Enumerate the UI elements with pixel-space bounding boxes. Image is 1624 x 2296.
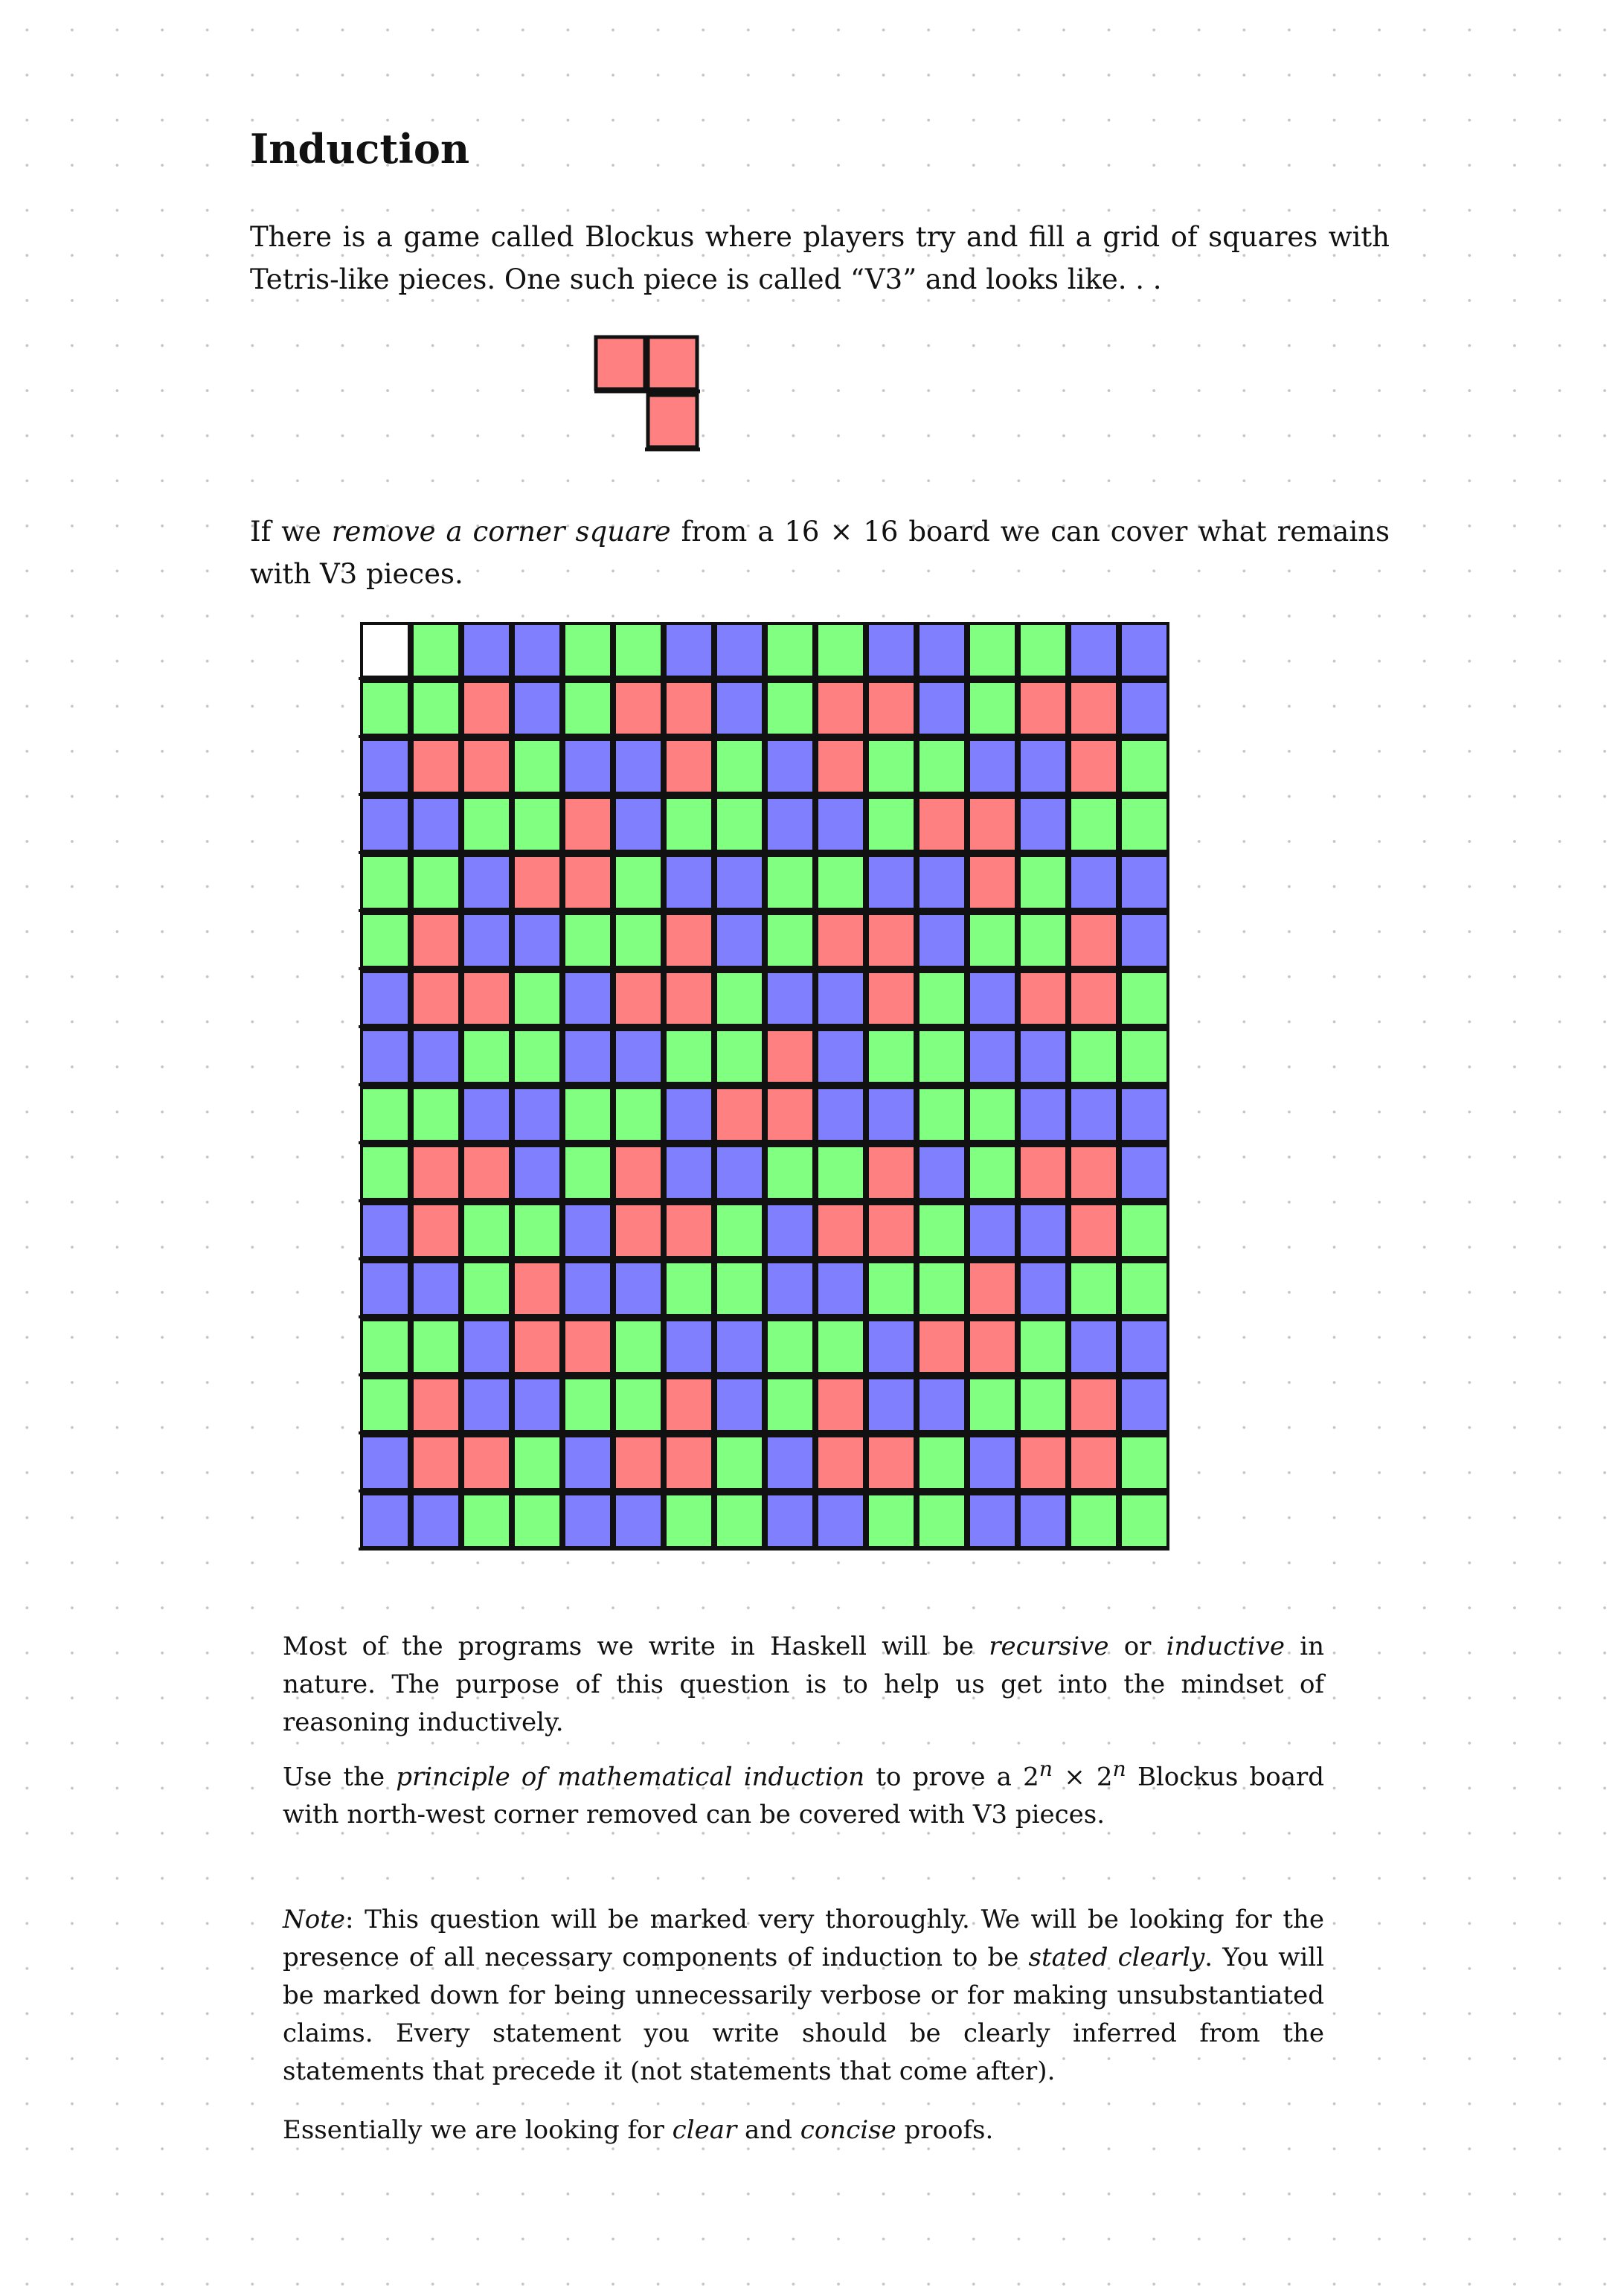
board-cell-red — [817, 740, 864, 793]
board-cell-red — [665, 914, 713, 967]
board-cell-blue — [969, 972, 1016, 1025]
board-cell-green — [1019, 1320, 1067, 1373]
board-cell-green — [463, 1030, 510, 1083]
board-cell-blue — [716, 1146, 763, 1199]
board-text-part1: If we — [250, 516, 332, 548]
board-cell-green — [362, 914, 409, 967]
board-cell-green — [362, 1320, 409, 1373]
board-cell-red — [412, 1378, 460, 1431]
board-cell-blue — [969, 1030, 1016, 1083]
board-cell-green — [564, 914, 612, 967]
task-part2: to prove a 2 — [864, 1762, 1039, 1792]
board-cell-red — [412, 972, 460, 1025]
board-cell-blue — [614, 1030, 662, 1083]
piece-cell-red — [648, 395, 697, 447]
board-cell-blue — [817, 798, 864, 851]
board-cell-red — [513, 1320, 561, 1373]
board-cell-green — [867, 798, 915, 851]
board-cell-green — [463, 1204, 510, 1257]
board-cell-green — [564, 1378, 612, 1431]
board-cell-blue — [716, 1320, 763, 1373]
board-cell-green — [766, 623, 814, 677]
board-cell-red — [1070, 1436, 1117, 1489]
board-cell-green — [817, 623, 864, 677]
board-cell-blue — [564, 972, 612, 1025]
board-cell-green — [867, 1262, 915, 1315]
board-cell-red — [918, 798, 966, 851]
board-cell-red — [969, 798, 1016, 851]
board-cell-blue — [1070, 856, 1117, 909]
board-cell-green — [1120, 1262, 1168, 1315]
board-cell-blue — [1070, 1088, 1117, 1141]
essential-em-clear: clear — [672, 2115, 737, 2145]
haskell-part1: Most of the programs we write in Haskell will be — [283, 1632, 989, 1661]
board-cell-blue — [1120, 682, 1168, 735]
board-cell-blue — [513, 682, 561, 735]
v3-piece-diagram — [592, 333, 702, 458]
task-em-principle: principle of mathematical induction — [396, 1762, 865, 1792]
board-cell-green — [564, 623, 612, 677]
board-cell-blue — [1120, 1378, 1168, 1431]
board-cell-green — [969, 623, 1016, 677]
board-cell-green — [362, 1088, 409, 1141]
board-cell-blue — [1019, 1262, 1067, 1315]
board-cell-blue — [513, 1088, 561, 1141]
board-cell-blue — [665, 623, 713, 677]
board-cell-blue — [716, 1378, 763, 1431]
board-cell-red — [766, 1088, 814, 1141]
board-cell-green — [867, 1494, 915, 1548]
board-cell-blue — [766, 1262, 814, 1315]
board-cell-green — [766, 1146, 814, 1199]
board-cell-blue — [918, 682, 966, 735]
board-cell-blue — [716, 623, 763, 677]
board-cell-green — [665, 1494, 713, 1548]
board-cell-blue — [1019, 1088, 1067, 1141]
board-cell-blue — [665, 856, 713, 909]
board-cell-red — [614, 682, 662, 735]
board-cell-red — [1070, 1204, 1117, 1257]
board-cell-blue — [513, 914, 561, 967]
board-cell-green — [614, 623, 662, 677]
board-cell-blue — [1070, 1320, 1117, 1373]
blockus-board-diagram — [359, 621, 1169, 1559]
haskell-part2: or — [1108, 1632, 1166, 1661]
board-cell-blue — [614, 740, 662, 793]
board-cell-red — [716, 1088, 763, 1141]
board-cell-green — [918, 1088, 966, 1141]
board-cell-red — [817, 682, 864, 735]
board-cell-blue — [564, 1262, 612, 1315]
board-cell-blue — [513, 1146, 561, 1199]
board-cell-red — [1019, 682, 1067, 735]
board-cell-blue — [867, 1088, 915, 1141]
board-cell-blue — [1019, 740, 1067, 793]
board-cell-green — [412, 1320, 460, 1373]
board-cell-green — [918, 1204, 966, 1257]
task-sup-n2: n — [1112, 1757, 1126, 1781]
board-cell-blue — [564, 1494, 612, 1548]
page-title: Induction — [250, 125, 470, 173]
board-cell-red — [412, 1204, 460, 1257]
board-cell-red — [1019, 1436, 1067, 1489]
piece-cell-red — [596, 337, 645, 389]
board-cell-green — [513, 1494, 561, 1548]
board-text-part2: from a 16 × 16 board we can cover what remains with V3 pieces. — [250, 516, 1390, 590]
board-cell-blue — [513, 623, 561, 677]
board-cell-blue — [716, 682, 763, 735]
board-cell-green — [969, 682, 1016, 735]
board-cell-red — [665, 1378, 713, 1431]
task-sup-n1: n — [1039, 1757, 1053, 1781]
board-cell-red — [665, 1436, 713, 1489]
board-cell-green — [1120, 1030, 1168, 1083]
board-cell-green — [969, 914, 1016, 967]
board-cell-red — [412, 1146, 460, 1199]
board-cell-green — [513, 972, 561, 1025]
board-cell-green — [513, 1030, 561, 1083]
board-cell-green — [665, 1262, 713, 1315]
board-cell-blue — [918, 1146, 966, 1199]
board-cell-blue — [1019, 1030, 1067, 1083]
board-cell-blue — [867, 623, 915, 677]
board-cell-green — [362, 856, 409, 909]
board-cell-red — [463, 1146, 510, 1199]
board-cell-blue — [918, 914, 966, 967]
board-cell-blue — [969, 1494, 1016, 1548]
board-cell-green — [766, 682, 814, 735]
board-cell-green — [614, 1320, 662, 1373]
board-cell-blue — [412, 1262, 460, 1315]
haskell-em-inductive: inductive — [1166, 1632, 1285, 1661]
board-cell-green — [614, 856, 662, 909]
board-cell-blue — [463, 914, 510, 967]
board-cell-blue — [614, 1262, 662, 1315]
essential-part3: proofs. — [896, 2115, 994, 2145]
board-cell-blue — [867, 856, 915, 909]
board-cell-red — [1070, 972, 1117, 1025]
board-cell-red — [564, 798, 612, 851]
board-cell-red — [1070, 740, 1117, 793]
board-cell-green — [564, 1088, 612, 1141]
board-cell-green — [665, 798, 713, 851]
board-cell-blue — [665, 1088, 713, 1141]
board-cell-red — [867, 914, 915, 967]
board-cell-blue — [969, 740, 1016, 793]
board-cell-red — [918, 1320, 966, 1373]
board-cell-blue — [362, 1436, 409, 1489]
board-cell-blue — [766, 1204, 814, 1257]
board-cell-red — [665, 972, 713, 1025]
board-cell-blue — [766, 1494, 814, 1548]
board-cell-green — [412, 1088, 460, 1141]
essential-em-concise: concise — [800, 2115, 896, 2145]
board-cell-green — [1120, 1436, 1168, 1489]
board-cell-green — [614, 1088, 662, 1141]
board-cell-blue — [766, 972, 814, 1025]
board-cell-blue — [362, 1494, 409, 1548]
board-cell-green — [412, 682, 460, 735]
board-cell-green — [918, 1436, 966, 1489]
haskell-part3: in nature. The purpose of this question is to help us get into the mindset of reasoning inductively. — [283, 1632, 1324, 1737]
note-part2: . You will be marked down for being unnecessarily verbose or for making unsubstantiated claims. Every statement you write should be clearly inferred from the statements that precede it (not statements that come after). — [283, 1943, 1324, 2086]
board-cell-green — [766, 1320, 814, 1373]
board-cell-green — [665, 1030, 713, 1083]
task-part4: Blockus board with north-west corner removed can be covered with V3 pieces. — [283, 1762, 1324, 1830]
note-part1: : This question will be marked very thoroughly. We will be looking for the presence of all necessary components of induction to be — [283, 1905, 1324, 1972]
board-cell-red — [1070, 682, 1117, 735]
board-cell-blue — [614, 798, 662, 851]
board-cell-green — [969, 1146, 1016, 1199]
board-cell-blue — [716, 914, 763, 967]
board-cell-red — [867, 972, 915, 1025]
board-cell-green — [766, 1378, 814, 1431]
board-cell-green — [1070, 1494, 1117, 1548]
board-cell-blue — [564, 1436, 612, 1489]
board-cell-green — [1120, 798, 1168, 851]
board-cell-blue — [362, 1262, 409, 1315]
board-cell-blue — [716, 856, 763, 909]
board-cell-blue — [463, 1320, 510, 1373]
board-cell-green — [614, 914, 662, 967]
board-cell-blue — [1019, 798, 1067, 851]
haskell-paragraph — [283, 1628, 1324, 1742]
board-cell-red — [614, 1204, 662, 1257]
note-em-stated-clearly: stated clearly — [1028, 1943, 1205, 1972]
board-cell-blue — [766, 740, 814, 793]
board-cell-green — [1120, 972, 1168, 1025]
board-cell-empty — [362, 623, 409, 677]
board-cell-green — [513, 798, 561, 851]
board-cell-blue — [362, 1030, 409, 1083]
board-cell-red — [564, 1320, 612, 1373]
board-cell-green — [1019, 623, 1067, 677]
board-cell-blue — [362, 972, 409, 1025]
task-part3: × 2 — [1053, 1762, 1113, 1792]
board-cell-blue — [1120, 1146, 1168, 1199]
board-cell-green — [716, 798, 763, 851]
board-cell-blue — [463, 1088, 510, 1141]
board-cell-blue — [766, 1436, 814, 1489]
board-cell-green — [969, 1378, 1016, 1431]
board-cell-red — [614, 972, 662, 1025]
board-cell-green — [1070, 1262, 1117, 1315]
board-cell-red — [463, 972, 510, 1025]
board-cell-green — [918, 1494, 966, 1548]
board-cell-green — [716, 1030, 763, 1083]
board-cell-green — [564, 682, 612, 735]
board-cell-green — [564, 1146, 612, 1199]
board-cell-green — [362, 1146, 409, 1199]
board-cell-green — [1019, 856, 1067, 909]
board-cell-red — [867, 1436, 915, 1489]
essential-paragraph — [283, 2111, 1324, 2149]
board-cell-blue — [564, 740, 612, 793]
board-cell-blue — [1120, 1088, 1168, 1141]
board-cell-green — [614, 1378, 662, 1431]
board-cell-red — [412, 740, 460, 793]
board-cell-green — [716, 1262, 763, 1315]
board-cell-red — [817, 1204, 864, 1257]
board-cell-blue — [564, 1204, 612, 1257]
board-cell-green — [817, 1320, 864, 1373]
board-cell-red — [463, 682, 510, 735]
board-cell-green — [513, 1436, 561, 1489]
board-cell-blue — [665, 1146, 713, 1199]
board-cell-blue — [412, 798, 460, 851]
board-cell-red — [412, 1436, 460, 1489]
board-cell-red — [1070, 1378, 1117, 1431]
board-cell-green — [867, 740, 915, 793]
board-cell-red — [564, 856, 612, 909]
board-cell-blue — [362, 740, 409, 793]
board-cell-blue — [463, 1378, 510, 1431]
board-cell-blue — [918, 856, 966, 909]
board-cell-blue — [1019, 1204, 1067, 1257]
board-cell-green — [766, 856, 814, 909]
board-cell-blue — [1019, 1494, 1067, 1548]
board-cell-blue — [362, 798, 409, 851]
board-cell-blue — [1120, 623, 1168, 677]
board-cell-green — [362, 1378, 409, 1431]
task-paragraph — [283, 1750, 1324, 1834]
board-cell-blue — [817, 1030, 864, 1083]
board-cell-blue — [867, 1378, 915, 1431]
board-cell-blue — [1120, 914, 1168, 967]
intro-paragraph: There is a game called Blockus where players try and fill a grid of squares with Tetris-like pieces. One such piece is called “V3” and looks like. . . — [250, 221, 1390, 295]
board-cell-green — [716, 1436, 763, 1489]
board-cell-red — [969, 1320, 1016, 1373]
board-cell-green — [918, 1030, 966, 1083]
board-cell-green — [1019, 1378, 1067, 1431]
board-cell-red — [614, 1436, 662, 1489]
board-cell-green — [716, 1494, 763, 1548]
board-cell-green — [362, 682, 409, 735]
board-cell-green — [463, 1262, 510, 1315]
board-cell-red — [867, 682, 915, 735]
note-label: Note — [283, 1905, 346, 1934]
board-cell-green — [817, 1146, 864, 1199]
board-cell-red — [463, 740, 510, 793]
board-cell-green — [867, 1030, 915, 1083]
board-cell-green — [513, 740, 561, 793]
board-cell-blue — [867, 1320, 915, 1373]
board-cell-blue — [412, 1494, 460, 1548]
board-cell-green — [716, 740, 763, 793]
board-cell-green — [1120, 1494, 1168, 1548]
board-cell-green — [463, 1494, 510, 1548]
board-cell-blue — [969, 1204, 1016, 1257]
board-cell-red — [817, 914, 864, 967]
board-cell-red — [969, 856, 1016, 909]
board-cell-green — [918, 740, 966, 793]
board-cell-green — [1070, 1030, 1117, 1083]
board-cell-blue — [918, 1378, 966, 1431]
board-cell-red — [867, 1146, 915, 1199]
board-cell-green — [716, 1204, 763, 1257]
board-cell-blue — [362, 1204, 409, 1257]
board-cell-blue — [463, 856, 510, 909]
board-text-emphasis: remove a corner square — [331, 516, 671, 548]
board-cell-red — [513, 856, 561, 909]
board-cell-blue — [665, 1320, 713, 1373]
piece-cell-red — [648, 337, 697, 389]
board-cell-blue — [918, 623, 966, 677]
board-cell-green — [1120, 740, 1168, 793]
board-cell-red — [817, 1436, 864, 1489]
board-cell-blue — [614, 1494, 662, 1548]
board-cell-blue — [564, 1030, 612, 1083]
board-cell-green — [1070, 798, 1117, 851]
board-cell-blue — [513, 1378, 561, 1431]
board-cell-blue — [412, 1030, 460, 1083]
board-cell-red — [867, 1204, 915, 1257]
board-cell-blue — [1120, 856, 1168, 909]
board-cell-blue — [766, 798, 814, 851]
board-cell-green — [918, 1262, 966, 1315]
board-cell-red — [817, 1378, 864, 1431]
board-cell-green — [969, 1088, 1016, 1141]
board-cell-red — [1019, 1146, 1067, 1199]
board-cell-blue — [817, 972, 864, 1025]
board-cell-red — [614, 1146, 662, 1199]
board-cell-red — [766, 1030, 814, 1083]
essential-part2: and — [736, 2115, 800, 2145]
board-cell-green — [918, 972, 966, 1025]
haskell-em-recursive: recursive — [989, 1632, 1109, 1661]
board-cell-blue — [463, 623, 510, 677]
board-cell-red — [1070, 914, 1117, 967]
board-cell-blue — [817, 1494, 864, 1548]
board-cell-red — [513, 1262, 561, 1315]
note-paragraph — [283, 1901, 1324, 2091]
board-cell-green — [463, 798, 510, 851]
board-cell-green — [412, 623, 460, 677]
board-cell-green — [716, 972, 763, 1025]
board-cell-green — [766, 914, 814, 967]
board-cell-red — [665, 682, 713, 735]
task-part1: Use the — [283, 1762, 397, 1792]
board-cell-red — [665, 1204, 713, 1257]
board-cell-blue — [1120, 1320, 1168, 1373]
board-cell-green — [1120, 1204, 1168, 1257]
board-cell-red — [1070, 1146, 1117, 1199]
board-cell-blue — [1070, 623, 1117, 677]
essential-part1: Essentially we are looking for — [283, 2115, 673, 2145]
board-cell-green — [1019, 914, 1067, 967]
board-cell-red — [412, 914, 460, 967]
board-cell-red — [969, 1262, 1016, 1315]
board-cell-blue — [817, 1262, 864, 1315]
board-cell-blue — [817, 1088, 864, 1141]
board-paragraph — [250, 510, 1390, 595]
board-cell-red — [463, 1436, 510, 1489]
board-cell-blue — [969, 1436, 1016, 1489]
board-cell-red — [665, 740, 713, 793]
board-cell-red — [1019, 972, 1067, 1025]
board-cell-green — [513, 1204, 561, 1257]
board-cell-green — [817, 856, 864, 909]
board-cell-green — [412, 856, 460, 909]
